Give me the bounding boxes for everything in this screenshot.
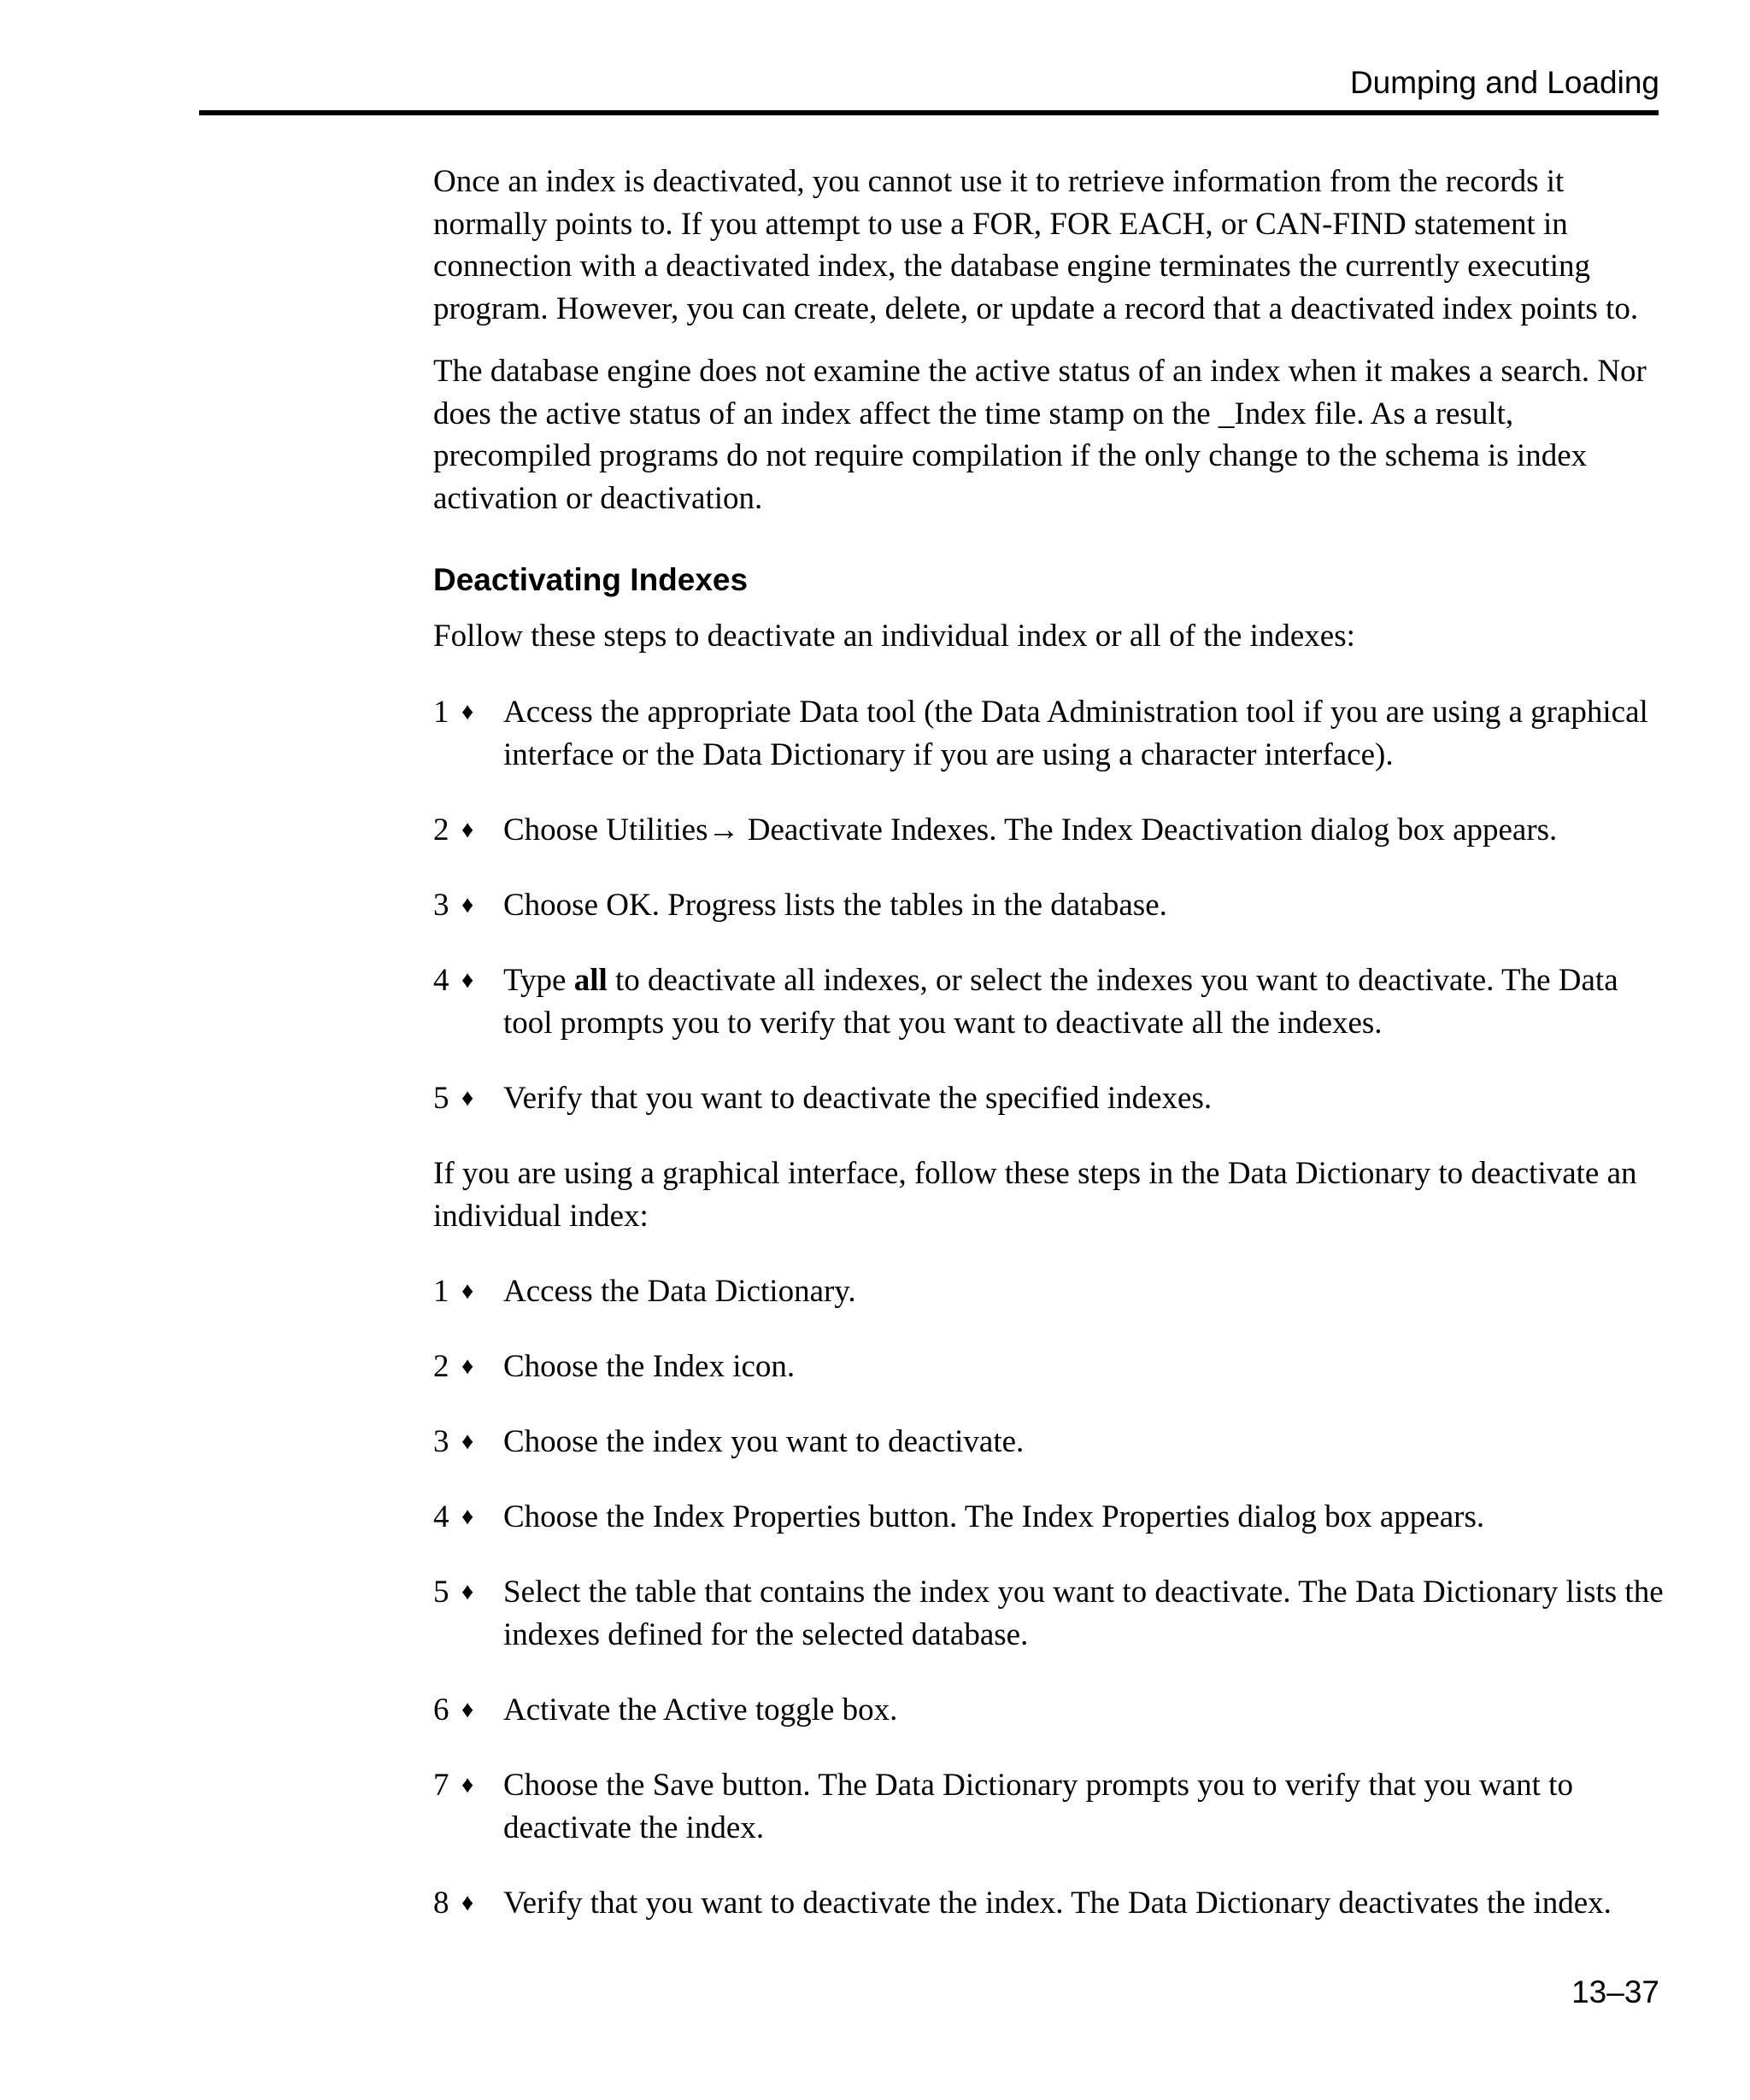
diamond-bullet-icon: ♦ (461, 1579, 474, 1605)
emphasized-keyword: all (573, 963, 608, 998)
step-number: 7 (433, 1768, 449, 1803)
step-text: Choose the Index icon. (503, 1349, 796, 1384)
step-text-before: Type (503, 963, 574, 998)
step-number: 2 (433, 812, 449, 848)
header-rule (199, 110, 1659, 115)
step-number: 2 (433, 1349, 449, 1384)
step-text: Verify that you want to deactivate the specified indexes. (503, 1081, 1213, 1116)
graphical-lead-in: If you are using a graphical interface, follow these steps in the Data Dictionary to deactivate an individual index: (433, 1156, 1637, 1234)
step-text: Choose OK. Progress lists the tables in the database. (503, 888, 1167, 923)
section-lead-in: Follow these steps to deactivate an individual index or all of the indexes: (433, 619, 1355, 654)
page-number: 13–37 (1571, 1974, 1659, 2009)
step-number: 5 (433, 1081, 449, 1116)
step-text: Choose the Save button. The Data Dictionary prompts you to verify that you want to deactivate the index. (503, 1768, 1573, 1845)
step-text: Verify that you want to deactivate the index. The Data Dictionary deactivates the index. (503, 1886, 1612, 1921)
step-text: Choose the index you want to deactivate. (503, 1424, 1025, 1459)
intro-paragraph-2: The database engine does not examine the active status of an index when it makes a search. Nor does the active status of an index affect the time stamp on the _Index file. As a result, precompiled programs do not require compilation if the only change to the schema is index activation or deactivation. (433, 354, 1647, 516)
step-number: 6 (433, 1692, 449, 1728)
diamond-bullet-icon: ♦ (461, 1278, 474, 1305)
step-number: 4 (433, 963, 449, 998)
diamond-bullet-icon: ♦ (461, 1353, 474, 1380)
intro-paragraph-1: Once an index is deactivated, you cannot use it to retrieve information from the records it normally points to. If you attempt to use a FOR, FOR EACH, or CAN-FIND statement in connection with a deactivated index, the database engine terminates the currently executing program. However, you can create, delete, or update a record that a deactivated index points to. (433, 164, 1639, 326)
diamond-bullet-icon: ♦ (461, 1085, 474, 1112)
section-heading: Deactivating Indexes (433, 562, 749, 597)
step-number: 8 (433, 1886, 449, 1921)
step-text: Activate the Active toggle box. (503, 1692, 898, 1728)
step-number: 5 (433, 1575, 449, 1610)
step-text: Choose the Index Properties button. The Index Properties dialog box appears. (503, 1499, 1485, 1534)
step-number: 3 (433, 1424, 449, 1459)
diamond-bullet-icon: ♦ (461, 1697, 474, 1723)
step-text-after: to deactivate all indexes, or select the indexes you want to deactivate. The Data tool prompts you to verify that you want to deactivate all the indexes. (503, 963, 1618, 1041)
diamond-bullet-icon: ♦ (461, 892, 474, 918)
step-number: 1 (433, 1274, 449, 1309)
running-header: Dumping and Loading (1349, 65, 1659, 100)
step-number: 4 (433, 1499, 449, 1534)
step-number: 1 (433, 695, 449, 730)
step-text: Select the table that contains the index you want to deactivate. The Data Dictionary lists the indexes defined for the selected database. (503, 1575, 1664, 1652)
diamond-bullet-icon: ♦ (461, 1890, 474, 1916)
diamond-bullet-icon: ♦ (461, 1428, 474, 1455)
step-number: 3 (433, 888, 449, 923)
diamond-bullet-icon: ♦ (461, 1504, 474, 1530)
diamond-bullet-icon: ♦ (461, 967, 474, 994)
diamond-bullet-icon: ♦ (461, 699, 474, 725)
diamond-bullet-icon: ♦ (461, 817, 474, 843)
step-text: Choose Utilities→ Deactivate Indexes. The Index Deactivation dialog box appears. (503, 812, 1558, 848)
diamond-bullet-icon: ♦ (461, 1772, 474, 1798)
step-text (503, 959, 1664, 1044)
step-text: Access the Data Dictionary. (503, 1274, 856, 1309)
step-text: Access the appropriate Data tool (the Data Administration tool if you are using a graphical interface or the Data Dictionary if you are using a character interface). (503, 695, 1648, 772)
